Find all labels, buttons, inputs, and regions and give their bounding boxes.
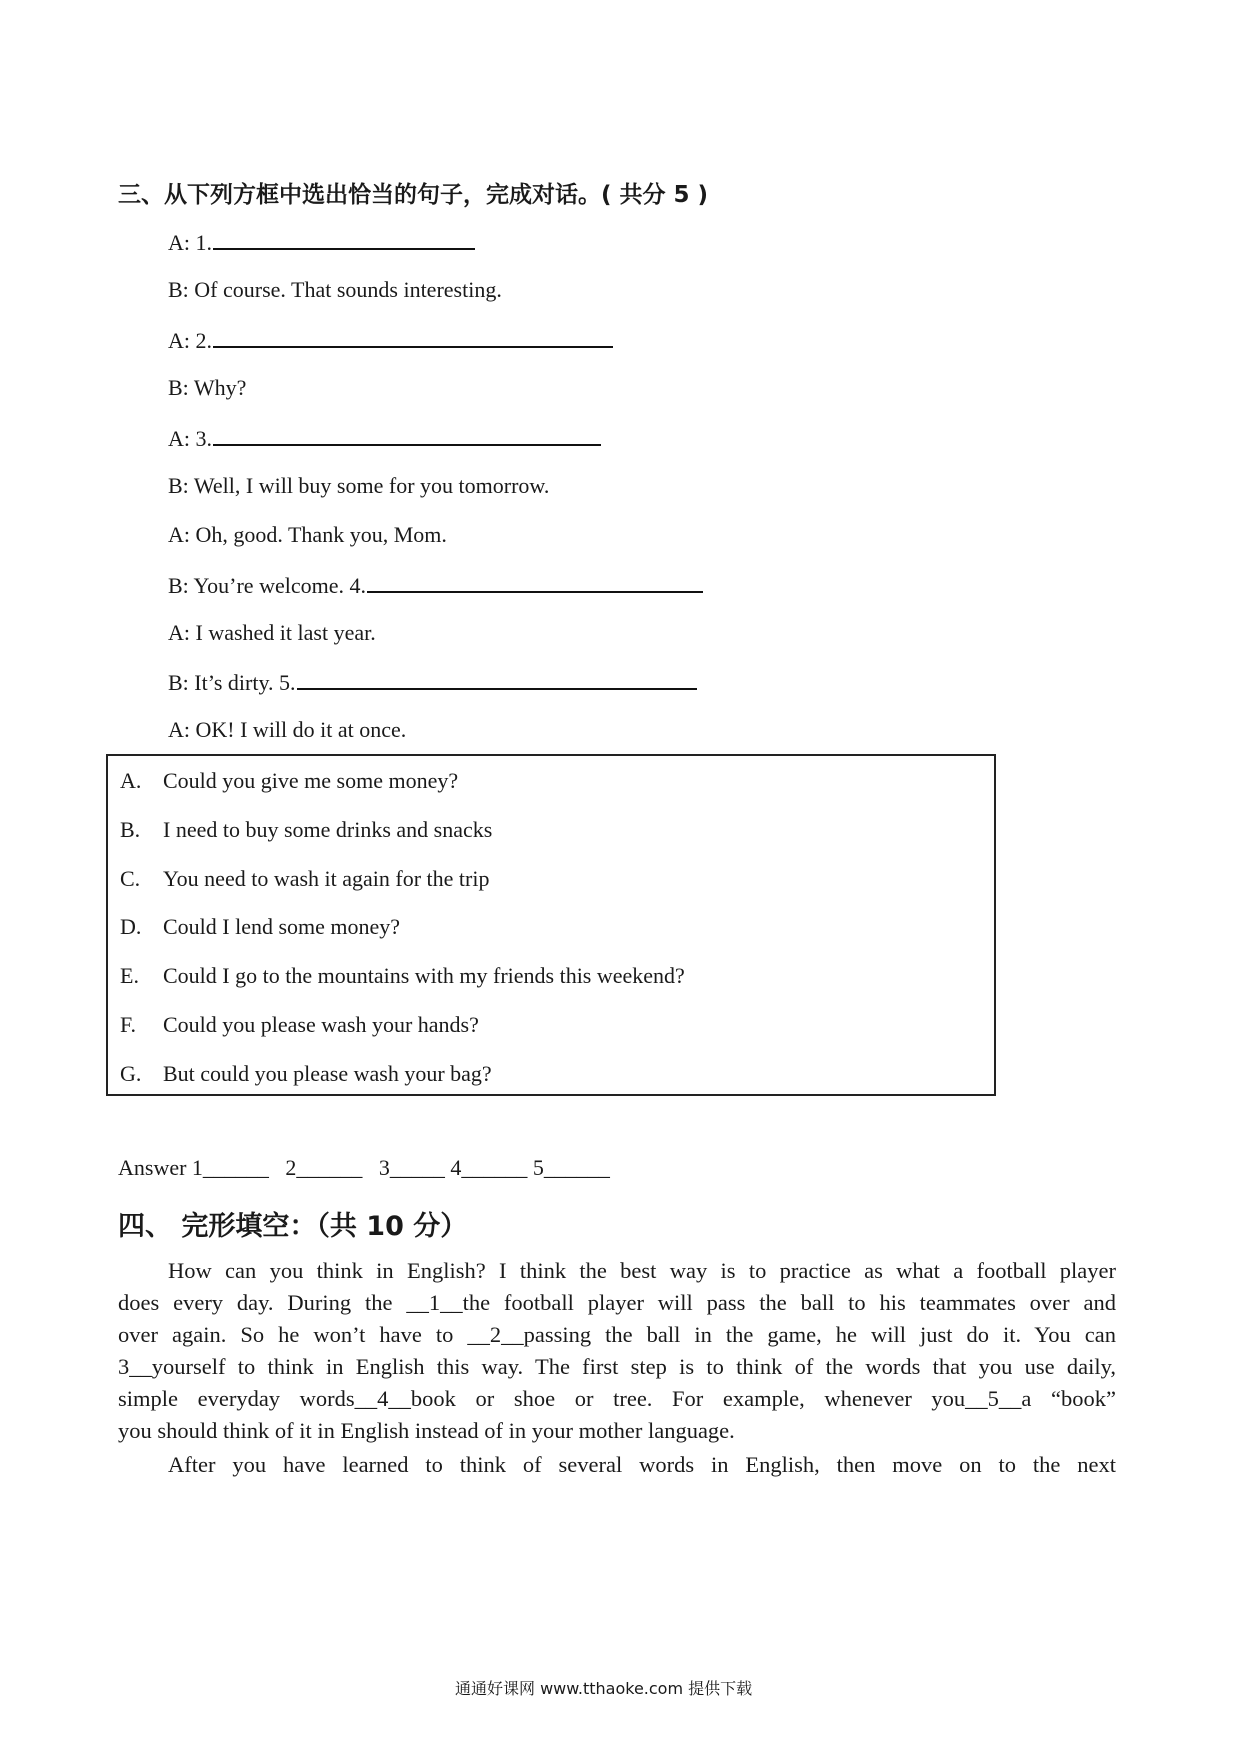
section-3-title: 三、从下列方框中选出恰当的句子，完成对话。( 共分 5 ) [118,182,709,208]
dialogue-line: B: You’re welcome. 4. [168,571,703,599]
option-d: D. Could I lend some money? [120,914,401,939]
dialogue-line: A: I washed it last year. [168,620,376,645]
options-box [106,754,996,1096]
answer-line[interactable]: Answer 1______ 2______ 3_____ 4______ 5______ [118,1155,610,1180]
passage-line: How can you think in English? I think the best way is to practice as what a football player [168,1258,1116,1283]
dialogue-line: B: It’s dirty. 5. [168,668,697,696]
option-f: F. Could you please wash your hands? [120,1012,479,1037]
dialogue-line: B: Well, I will buy some for you tomorrow. [168,473,550,498]
option-a: A. Could you give me some money? [120,768,459,793]
dialogue-line: B: Why? [168,375,247,400]
passage-line: After you have learned to think of several words in English, then move on to the next [168,1452,1116,1477]
answer-blank-1[interactable] [213,228,475,250]
dialogue-line: A: 1. [168,228,475,256]
dialogue-line: B: Of course. That sounds interesting. [168,277,502,302]
answer-blank-2[interactable] [213,326,613,348]
option-b: B. I need to buy some drinks and snacks [120,817,493,842]
passage-line: does every day. During the __1__the football player will pass the ball to his teammates over and [118,1290,1116,1315]
option-e: E. Could I go to the mountains with my friends this weekend? [120,963,685,988]
answer-blank-5[interactable] [297,668,697,690]
section-4-title: 四、 完形填空：（共 10 分） [118,1211,468,1242]
footer-watermark: 通通好课网 www.tthaoke.com 提供下载 [455,1679,753,1698]
passage-line: you should think of it in English instead of in your mother language. [118,1418,735,1443]
dialogue-line: A: 2. [168,326,613,354]
answer-blank-4[interactable] [367,571,703,593]
passage-line: 3__yourself to think in English this way. The first step is to think of the words that you use daily, [118,1354,1116,1379]
dialogue-line: A: 3. [168,424,601,452]
dialogue-line: A: OK! I will do it at once. [168,717,407,742]
dialogue-line: A: Oh, good. Thank you, Mom. [168,522,447,547]
option-g: G. But could you please wash your bag? [120,1061,492,1086]
answer-blank-3[interactable] [213,424,601,446]
passage-line: over again. So he won’t have to __2__passing the ball in the game, he will just do it. You can [118,1322,1116,1347]
option-c: C. You need to wash it again for the trip [120,866,490,891]
passage-line: simple everyday words__4__book or shoe or tree. For example, whenever you__5__a “book” [118,1386,1116,1411]
